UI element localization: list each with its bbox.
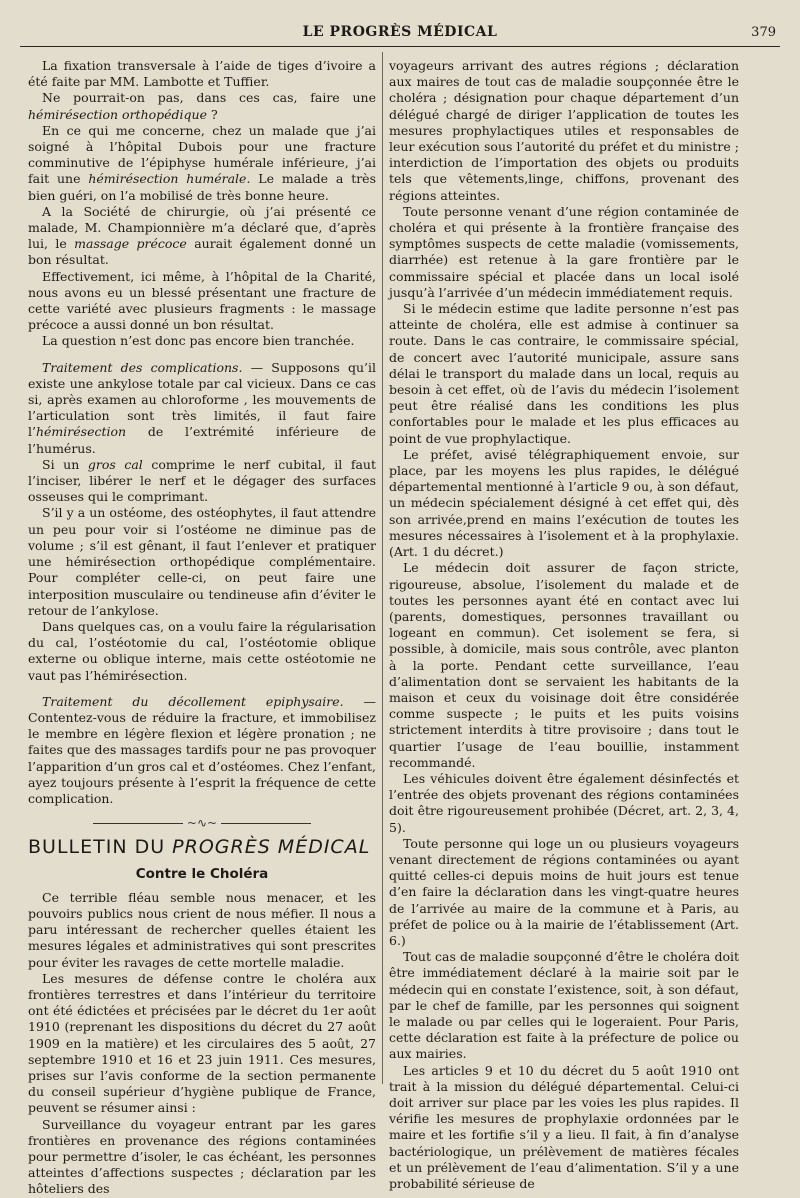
paragraph: Si un gros cal comprime le nerf cubital, il faut l’inciser, libérer le nerf et le dégager des surfaces osseuses qui le comprimant. [28,456,376,505]
paragraph: Traitement des complications. — Supposons qu’il existe une ankylose totale par cal vicieux. Dans ce cas si, après examen au chloroforme , les mouvements de l’articulation sont très limités, il faut faire l’hémirésection de l’extrémité inférieure de l’humérus. [28,359,376,456]
paragraph: Le préfet, avisé télégraphiquement envoie, sur place, par les moyens les plus rapides, le délégué départemental mentionné à l’article 9 ou, à son défaut, un médecin spécialement désigné à cet effet qui, dès son arrivée,prend en mains l’exécution de toutes les mesures nécessaires à l’isolement et à la prophylaxie. (Art. 1 du décret.) [389,446,739,560]
paragraph: Les articles 9 et 10 du décret du 5 août 1910 ont trait à la mission du délégué départemental. Celui-ci doit arriver sur place par les voies les plus rapides. Il vérifie les mesures de prophylaxie ordonnées par le maire et les fortifie s’il y a lieu. Il fait, à fin d’analyse bactériologique, un prélèvement de matières fécales et un prélèvement de l’eau d’alimentation. S’il y a une probabilité sérieuse de [389,1062,739,1192]
paragraph: Si le médecin estime que ladite personne n’est pas atteinte de choléra, elle est admise à continuer sa route. Dans le cas contraire, le commissaire spécial, de concert avec l’autorité municipale, assure sans délai le transport du malade dans un local, requis au besoin à cet effet, où de l’avis du médecin l’isolement peut être réalisé dans les conditions les plus confortables pour le malade et les plus efficaces au point de vue prophylactique. [389,301,739,446]
paragraph: Toute personne venant d’une région contaminée de choléra et qui présente à la frontière française des symptômes suspects de cette maladie (vomissements, diarrhée) est retenue à la gare frontière par le commissaire spécial et placée dans un local isolé jusqu’à l’arrivée d’un médecin immédiatement requis. [389,203,739,300]
left-column [28,58,376,1197]
paragraph: Toute personne qui loge un ou plusieurs voyageurs venant directement de régions contaminées ou ayant quitté celles-ci depuis moins de huit jours est tenue d’en faire la déclaration dans les vingt-quatre heures de l’arrivée au maire de la commune et à Paris, au préfet de police ou à la mairie de l’établissement (Art. 6.) [389,835,739,948]
article-subheading: Contre le Choléra [135,865,269,882]
paragraph: Les véhicules doivent être également désinfectés et l’entrée des objets provenant des régions contaminées doit être rigoureusement prohibée (Décret, art. 2, 3, 4, 5). [389,770,739,835]
paragraph: Tout cas de maladie soupçonné d’être le choléra doit être immédiatement déclaré à la mairie soit par le médecin qui en constate l’existence, soit, à son défaut, par le chef de famille, par les personnes qui soignent le malade ou par celles qui le logeraient. Pour Paris, cette déclaration est faite à la préfecture de police ou aux mairies. [389,949,739,1062]
paragraph: La fixation transversale à l’aide de tiges d’ivoire a été faite par MM. Lambotte et Tuffier. [28,58,376,90]
paragraph: S’il y a un ostéome, des ostéophytes, il faut attendre un peu pour voir si l’ostéome ne diminue pas de volume ; s’il est gênant, il faut l’enlever et pratiquer une hémirésection orthopédique complémentaire. Pour compléter celle-ci, on peut faire une interposition musculaire ou tendineuse afin d’éviter le retour de l’ankylose. [28,505,376,618]
column-divider [382,52,383,1084]
paragraph: Le médecin doit assurer de façon stricte, rigoureuse, absolue, l’isolement du malade et de toutes les personnes ayant été en contact avec lui (parents, domestiques, personnes travaillant ou logeant en commun). Cet isolement se fera, si possible, à domicile, mais sous contrôle, avec planton à la porte. Pendant cette surveillance, l’eau d’alimentation dont se servaient les habitants de la maison et ceux du voisinage doit être considérée comme suspecte ; le puits et les puits voisins strictement interdits à titre provisoire ; dans tout le quartier l’usage de l’eau bouillie, instamment recommandé. [389,560,739,770]
ornamental-separator: ~∿~ [28,815,376,831]
paragraph: Ce terrible fléau semble nous menacer, et les pouvoirs publics nous crient de nous méfier. Il nous a paru intéressant de rechercher quelles étaient les mesures légales et administratives qui sont prescrites pour éviter les ravages de cette mortelle maladie. [28,889,376,970]
page-header [20,22,780,47]
journal-title: LE PROGRÈS MÉDICAL [302,24,498,40]
paragraph: Surveillance du voyageur entrant par les gares frontières en provenance des régions contaminées pour permettre d’isoler, le cas échéant, les personnes atteintes d’affections suspectes ; déclaration par les hôteliers des [28,1116,376,1197]
right-column [389,58,739,1192]
paragraph: A la Société de chirurgie, où j’ai présenté ce malade, M. Championnière m’a déclaré que, d’après lui, le massage précoce aurait également donné un bon résultat. [28,203,376,268]
bulletin-heading: BULLETIN DU PROGRÈS MÉDICAL [28,836,371,859]
paragraph: voyageurs arrivant des autres régions ; déclaration aux maires de tout cas de maladie soupçonnée être le choléra ; désignation pour chaque département d’un délégué chargé de diriger l’application de toutes les mesures prophylactiques utiles et responsables de leur exécution sous l’autorité du préfet et du ministre ; interdiction de l’importation des objets ou produits tels que vêtements,linge, chiffons, provenant des régions atteintes. [389,58,739,203]
paragraph: Dans quelques cas, on a voulu faire la régularisation du cal, l’ostéotomie du cal, l’ostéotomie oblique externe ou oblique interne, mais cette ostéotomie ne vaut pas l’hémirésection. [28,618,376,683]
paragraph: Les mesures de défense contre le choléra aux frontières terrestres et dans l’intérieur du territoire ont été édictées et précisées par le décret du 1er août 1910 (reprenant les dispositions du décret du 27 août 1909 en la matière) et les circulaires des 5 août, 27 septembre 1910 et 16 et 23 juin 1911. Ces mesures, prises sur l’avis conforme de la section permanente du conseil supérieur d’hygiène publique de France, peuvent se résumer ainsi : [28,970,376,1116]
paragraph: Effectivement, ici même, à l’hôpital de la Charité, nous avons eu un blessé présentant une fracture de cette variété avec plusieurs fragments : le massage précoce a aussi donné un bon résultat. [28,268,376,333]
paragraph: En ce qui me concerne, chez un malade que j’ai soigné à l’hôpital Dubois pour une fracture comminutive de l’épiphyse humérale inférieure, j’ai fait une hémirésection humérale. Le malade a très bien guéri, on l’a mobilisé de très bonne heure. [28,122,376,203]
paragraph: La question n’est donc pas encore bien tranchée. [42,333,355,349]
paragraph: Ne pourrait-on pas, dans ces cas, faire une hémirésection orthopédique ? [28,90,376,122]
paragraph: Traitement du décollement epiphysaire. — Contentez-vous de réduire la fracture, et immobilisez le membre en légère flexion et légère pronation ; ne faites que des massages tardifs pour ne pas provoquer l’apparition d’un gros cal et d’ostéomes. Chez l’enfant, ayez toujours présente à l’esprit la fréquence de cette complication. [28,693,376,806]
page-number: 379 [751,25,776,40]
